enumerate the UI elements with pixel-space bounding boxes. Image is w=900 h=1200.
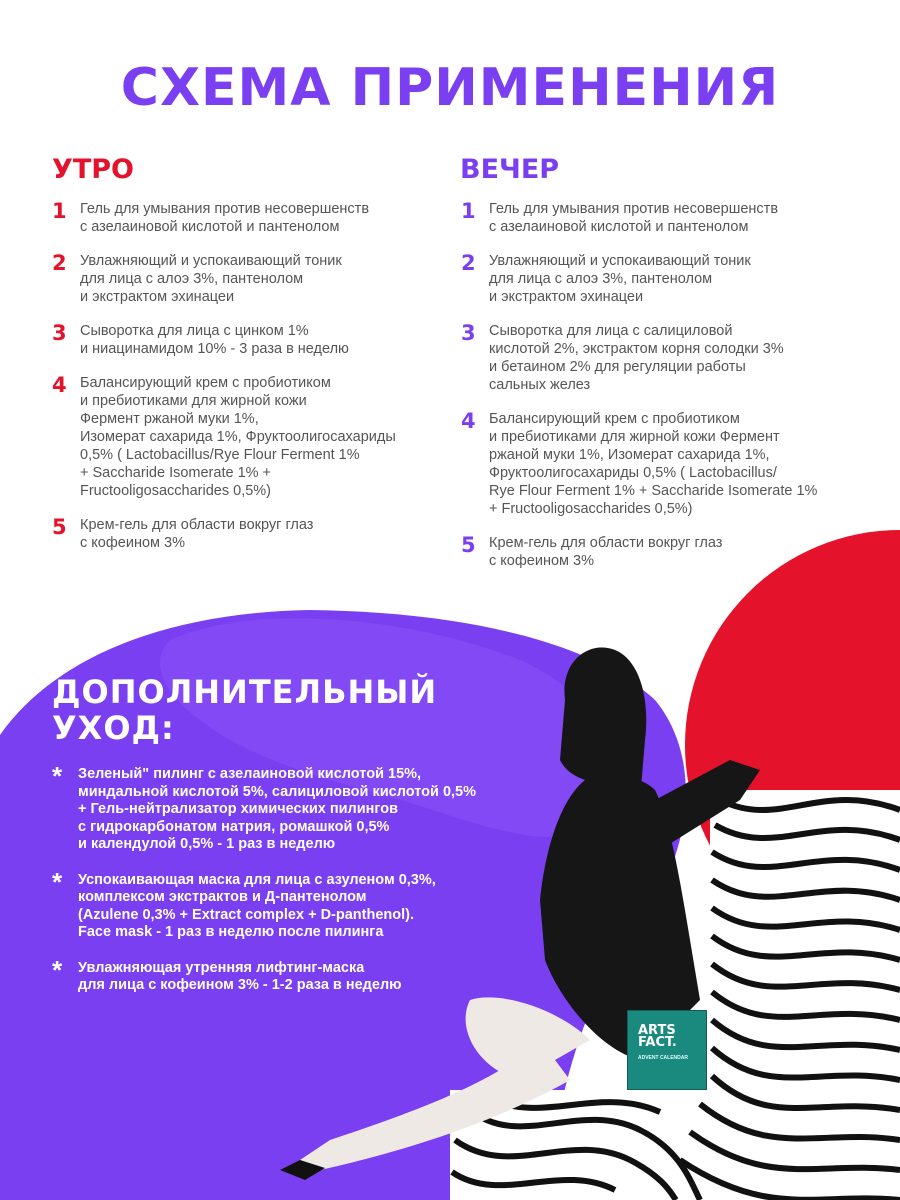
product-brand: ARTS FACT. — [638, 1023, 677, 1050]
morning-step — [52, 252, 452, 306]
morning-step — [52, 322, 452, 358]
step-number: 2 — [52, 251, 67, 275]
step-text: Балансирующий крем с пробиотиком и пребиотиками для жирной кожи Фермент ржаной муки 1%, Изомерат сахарида 1%, Фруктоолигосахариды 0,5% ( Lactobacillus/ Rye Flour Ferment 1% + Saccharide Isomerate 1% + Fructooligosaccharides 0,5%) — [489, 411, 818, 517]
step-number: 2 — [461, 251, 476, 275]
step-text: Увлажняющий и успокаивающий тоник для лица с алоэ 3%, пантенолом и экстрактом эхинацеи — [489, 253, 751, 305]
asterisk-icon: * — [52, 866, 63, 897]
morning-step — [52, 200, 452, 236]
extra-care-item — [52, 866, 522, 942]
evening-steps — [461, 200, 871, 586]
morning-step — [52, 374, 452, 500]
extra-care-heading: ДОПОЛНИТЕЛЬНЫЙ УХОД: — [52, 673, 438, 747]
step-number: 4 — [461, 409, 476, 433]
extra-care-text: Увлажняющая утренняя лифтинг-маска для лица с кофеином 3% - 1-2 раза в неделю — [78, 959, 402, 993]
step-text: Крем-гель для области вокруг глаз с кофеином 3% — [80, 517, 314, 551]
step-text: Увлажняющий и успокаивающий тоник для лица с алоэ 3%, пантенолом и экстрактом эхинацеи — [80, 253, 342, 305]
morning-steps — [52, 200, 452, 568]
step-number: 1 — [52, 199, 67, 223]
step-number: 1 — [461, 199, 476, 223]
step-text: Гель для умывания против несовершенств с азелаиновой кислотой и пантенолом — [489, 201, 779, 235]
evening-step — [461, 252, 871, 306]
asterisk-icon: * — [52, 954, 63, 985]
morning-heading: УТРО — [52, 154, 134, 185]
step-number: 5 — [52, 515, 67, 539]
evening-step — [461, 200, 871, 236]
step-text: Сыворотка для лица с цинком 1% и ниацинамидом 10% - 3 раза в неделю — [80, 323, 349, 357]
asterisk-icon: * — [52, 761, 63, 791]
step-text: Крем-гель для области вокруг глаз с кофеином 3% — [489, 535, 723, 569]
step-number: 3 — [461, 321, 476, 345]
evening-step — [461, 534, 871, 570]
evening-heading: ВЕЧЕР — [460, 154, 560, 185]
step-text: Гель для умывания против несовершенств с азелаиновой кислотой и пантенолом — [80, 201, 370, 235]
page-title: СХЕМА ПРИМЕНЕНИЯ — [120, 58, 780, 118]
morning-step — [52, 516, 452, 552]
product-box — [627, 1010, 707, 1090]
step-number: 5 — [461, 533, 476, 557]
step-text: Балансирующий крем с пробиотиком и пребиотиками для жирной кожи Фермент ржаной муки 1%, Изомерат сахарида 1%, Фруктоолигосахариды 0,5% ( Lactobacillus/Rye Flour Ferment 1% + Saccharide Isomerate 1% + Fructooligosaccharides 0,5%) — [80, 375, 396, 499]
extra-care-list — [52, 761, 522, 1013]
extra-care-text: Успокаивающая маска для лица с азуленом 0,3%, комплексом экстрактов и Д-пантенолом (Azulene 0,3% + Extract complex + D-panthenol). Face mask - 1 раз в неделю после пилинга — [78, 871, 436, 940]
step-number: 4 — [52, 373, 67, 397]
evening-step — [461, 322, 871, 394]
extra-care-item — [52, 761, 522, 854]
extra-care-item — [52, 954, 522, 995]
step-number: 3 — [52, 321, 67, 345]
step-text: Сыворотка для лица с салициловой кислотой 2%, экстрактом корня солодки 3% и бетаином 2% для регуляции работы сальных желез — [489, 323, 784, 393]
product-subtitle: ADVENT CALENDAR — [638, 1055, 688, 1061]
evening-step — [461, 410, 871, 518]
extra-care-text: Зеленый" пилинг с азелаиновой кислотой 15%, миндальной кислотой 5%, салициловой кислотой 0,5% + Гель-нейтрализатор химических пилингов с гидрокарбонатом натрия, ромашкой 0,5% и календулой 0,5% - 1 раз в неделю — [78, 766, 476, 852]
